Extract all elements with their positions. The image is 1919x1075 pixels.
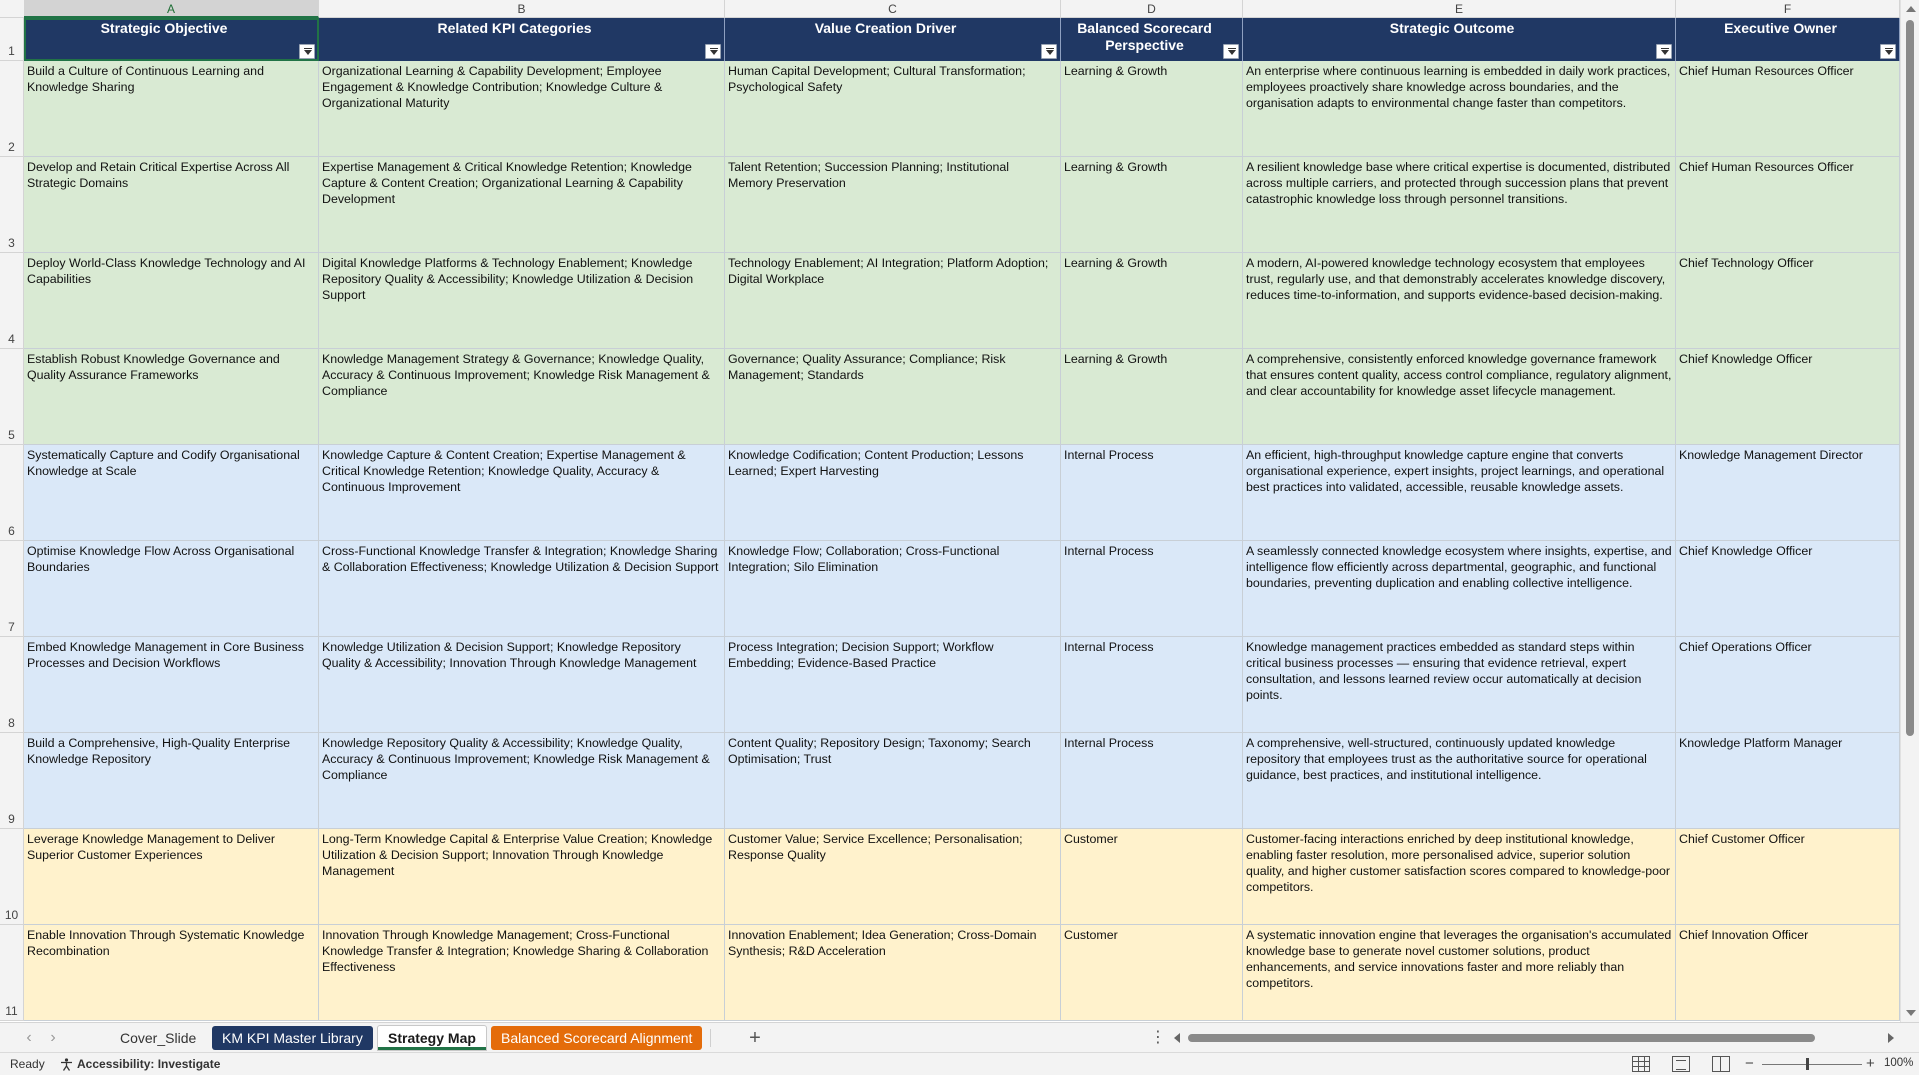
vertical-scrollbar[interactable] [1900, 0, 1919, 1022]
normal-view-icon[interactable] [1632, 1056, 1650, 1072]
table-cell[interactable]: An enterprise where continuous learning is embedded in daily work practices, employees proactively share knowledge across boundaries, and the organisation adapts to environmental change faster than competitors. [1243, 61, 1676, 157]
table-cell[interactable]: Organizational Learning & Capability Development; Employee Engagement & Knowledge Contribution; Knowledge Culture & Organizational Maturity [319, 61, 725, 157]
table-cell[interactable]: Chief Human Resources Officer [1676, 157, 1900, 253]
table-cell[interactable]: Content Quality; Repository Design; Taxonomy; Search Optimisation; Trust [725, 733, 1061, 829]
sheet-tab[interactable]: Strategy Map [378, 1026, 486, 1050]
row-number[interactable] [0, 253, 24, 349]
table-cell[interactable]: Knowledge Flow; Collaboration; Cross-Functional Integration; Silo Elimination [725, 541, 1061, 637]
scroll-down-arrow-icon[interactable] [1906, 1010, 1916, 1016]
table-cell[interactable]: Human Capital Development; Cultural Transformation; Psychological Safety [725, 61, 1061, 157]
table-cell[interactable]: Learning & Growth [1061, 349, 1243, 445]
accessibility-button[interactable] [60, 1057, 220, 1071]
filter-dropdown-icon[interactable] [299, 44, 315, 59]
more-options-icon[interactable]: ⋮ [1150, 1029, 1166, 1046]
header-cell-d[interactable] [1061, 18, 1243, 61]
table-cell[interactable]: A systematic innovation engine that leverages the organisation's accumulated knowledge base to generate novel customer solutions, product enhancements, and service innovations faster and more reliably than competitors. [1243, 925, 1676, 1021]
filter-dropdown-icon[interactable] [1880, 44, 1896, 59]
table-cell[interactable]: Knowledge Utilization & Decision Support; Knowledge Repository Quality & Accessibility; Innovation Through Knowledge Management [319, 637, 725, 733]
row-number-label: 5 [8, 428, 15, 442]
tab-separator [710, 1029, 711, 1047]
table-cell[interactable]: Chief Knowledge Officer [1676, 541, 1900, 637]
table-cell[interactable]: Knowledge Capture & Content Creation; Expertise Management & Critical Knowledge Retention; Knowledge Quality, Accuracy & Continuous Improvement [319, 445, 725, 541]
zoom-out-button[interactable]: − [1745, 1055, 1754, 1072]
table-cell[interactable]: Knowledge Management Strategy & Governance; Knowledge Quality, Accuracy & Continuous Improvement; Knowledge Risk Management & Compliance [319, 349, 725, 445]
table-cell[interactable]: Internal Process [1061, 445, 1243, 541]
table-cell[interactable]: Establish Robust Knowledge Governance and Quality Assurance Frameworks [24, 349, 319, 445]
table-cell[interactable]: Learning & Growth [1061, 157, 1243, 253]
column-letter-c[interactable]: C [725, 0, 1061, 18]
row-number-label: 8 [8, 716, 15, 730]
filter-dropdown-icon[interactable] [1041, 44, 1057, 59]
table-cell[interactable]: Chief Technology Officer [1676, 253, 1900, 349]
table-cell[interactable]: Deploy World-Class Knowledge Technology and AI Capabilities [24, 253, 319, 349]
table-cell[interactable]: A comprehensive, consistently enforced knowledge governance framework that ensures content quality, access control compliance, regulatory alignment, and clear accountability for knowledge asset lifecycle management. [1243, 349, 1676, 445]
table-cell[interactable]: Knowledge Repository Quality & Accessibility; Knowledge Quality, Accuracy & Continuous Improvement; Knowledge Risk Management & Compliance [319, 733, 725, 829]
row-number-label: 2 [8, 140, 15, 154]
prev-sheet-icon[interactable]: ‹ [26, 1029, 32, 1046]
header-cell-a[interactable] [24, 18, 319, 61]
table-cell[interactable]: Innovation Enablement; Idea Generation; Cross-Domain Synthesis; R&D Acceleration [725, 925, 1061, 1021]
row-number-label: 11 [5, 1004, 18, 1018]
sheet-tab[interactable]: Cover_Slide [120, 1030, 197, 1046]
scroll-up-arrow-icon[interactable] [1906, 6, 1916, 12]
table-cell[interactable]: Governance; Quality Assurance; Compliance; Risk Management; Standards [725, 349, 1061, 445]
table-cell[interactable]: Innovation Through Knowledge Management; Cross-Functional Knowledge Transfer & Integration; Knowledge Sharing & Collaboration Effectiveness [319, 925, 725, 1021]
header-cell-c[interactable] [725, 18, 1061, 61]
table-cell[interactable]: An efficient, high-throughput knowledge capture engine that converts organisational experience, expert insights, project learnings, and operational best practices into validated, accessible, reusable knowledge assets. [1243, 445, 1676, 541]
header-label: Strategic Outcome [1389, 20, 1515, 36]
zoom-in-button[interactable]: + [1866, 1055, 1875, 1072]
column-letter-a[interactable]: A [24, 0, 319, 18]
sheet-tab-bar [0, 1022, 1919, 1052]
filter-dropdown-icon[interactable] [1223, 44, 1239, 59]
row-number-label: 10 [4, 908, 19, 922]
table-cell[interactable]: Customer [1061, 925, 1243, 1021]
table-cell[interactable]: Enable Innovation Through Systematic Knowledge Recombination [24, 925, 319, 1021]
table-cell[interactable]: A seamlessly connected knowledge ecosystem where insights, expertise, and intelligence flow efficiently across departmental, geographic, and functional boundaries, preventing duplication and enabling collective intelligence. [1243, 541, 1676, 637]
table-cell[interactable]: Build a Comprehensive, High-Quality Enterprise Knowledge Repository [24, 733, 319, 829]
sheet-tab[interactable]: KM KPI Master Library [212, 1026, 373, 1050]
status-ready-text: Ready [10, 1057, 45, 1071]
next-sheet-icon[interactable]: › [50, 1029, 56, 1046]
header-label: Balanced Scorecard Perspective [1077, 20, 1212, 53]
table-cell[interactable]: Chief Innovation Officer [1676, 925, 1900, 1021]
table-cell[interactable]: Customer [1061, 829, 1243, 925]
row-number[interactable] [0, 157, 24, 253]
table-cell[interactable]: Learning & Growth [1061, 61, 1243, 157]
table-cell[interactable]: Chief Human Resources Officer [1676, 61, 1900, 157]
filter-dropdown-icon[interactable] [1656, 44, 1672, 59]
table-cell[interactable]: A modern, AI-powered knowledge technology ecosystem that employees trust, regularly use, and that demonstrably accelerates knowledge discovery, reduces time-to-information, and supports evidence-based decision-making. [1243, 253, 1676, 349]
column-letter-e[interactable]: E [1243, 0, 1676, 18]
table-cell[interactable]: Chief Operations Officer [1676, 637, 1900, 733]
accessibility-label: Accessibility: Investigate [77, 1057, 221, 1071]
table-cell[interactable]: Leverage Knowledge Management to Deliver Superior Customer Experiences [24, 829, 319, 925]
table-cell[interactable]: Digital Knowledge Platforms & Technology Enablement; Knowledge Repository Quality & Accessibility; Knowledge Utilization & Decision Support [319, 253, 725, 349]
worksheet-grid [24, 18, 1900, 1022]
row-number-label: 4 [8, 332, 15, 346]
column-letter-f[interactable]: F [1676, 0, 1900, 18]
row-number-label: 7 [8, 620, 15, 634]
row-number[interactable] [0, 733, 24, 829]
add-sheet-button[interactable]: + [749, 1027, 761, 1049]
zoom-slider[interactable] [1762, 1064, 1862, 1065]
header-label: Related KPI Categories [437, 20, 592, 36]
row-number[interactable] [0, 829, 24, 925]
row-number[interactable] [0, 541, 24, 637]
table-cell[interactable]: Internal Process [1061, 733, 1243, 829]
table-cell[interactable]: Develop and Retain Critical Expertise Across All Strategic Domains [24, 157, 319, 253]
accessibility-icon [60, 1058, 73, 1071]
table-cell[interactable]: Process Integration; Decision Support; Workflow Embedding; Evidence-Based Practice [725, 637, 1061, 733]
filter-dropdown-icon[interactable] [705, 44, 721, 59]
header-cell-e[interactable] [1243, 18, 1676, 61]
row-number[interactable] [0, 349, 24, 445]
scroll-left-arrow-icon[interactable] [1174, 1033, 1180, 1043]
horizontal-scrollbar[interactable] [1172, 1031, 1896, 1045]
scroll-right-arrow-icon[interactable] [1888, 1033, 1894, 1043]
sheet-tab[interactable]: Balanced Scorecard Alignment [491, 1026, 702, 1050]
column-letter-bar [0, 0, 1900, 18]
table-cell[interactable]: Cross-Functional Knowledge Transfer & Integration; Knowledge Sharing & Collaboration Effectiveness; Knowledge Utilization & Decision Support [319, 541, 725, 637]
table-cell[interactable]: Knowledge management practices embedded as standard steps within critical business processes — ensuring that evidence retrieval, expert consultation, and lessons learned review occur automatically at decision points. [1243, 637, 1676, 733]
row-number-label: 6 [8, 524, 15, 538]
page-break-preview-icon[interactable] [1712, 1056, 1730, 1072]
header-cell-b[interactable] [319, 18, 725, 61]
table-cell[interactable]: Customer-facing interactions enriched by deep institutional knowledge, enabling faster resolution, more personalised advice, superior solution quality, and higher customer satisfaction scores compared to knowledge-poor competitors. [1243, 829, 1676, 925]
page-layout-view-icon[interactable] [1672, 1056, 1690, 1072]
vertical-scroll-thumb[interactable] [1906, 20, 1914, 736]
header-label: Value Creation Driver [814, 20, 957, 36]
status-bar [0, 1052, 1919, 1075]
table-cell[interactable]: Chief Customer Officer [1676, 829, 1900, 925]
table-cell[interactable]: Knowledge Management Director [1676, 445, 1900, 541]
header-label: Strategic Objective [100, 20, 228, 36]
zoom-level[interactable]: 100% [1884, 1057, 1914, 1069]
table-cell[interactable]: Knowledge Codification; Content Production; Lessons Learned; Expert Harvesting [725, 445, 1061, 541]
table-cell[interactable]: Embed Knowledge Management in Core Business Processes and Decision Workflows [24, 637, 319, 733]
column-letter-b[interactable]: B [319, 0, 725, 18]
table-cell[interactable]: Long-Term Knowledge Capital & Enterprise Value Creation; Knowledge Utilization & Decision Support; Innovation Through Knowledge Management [319, 829, 725, 925]
table-cell[interactable]: Build a Culture of Continuous Learning and Knowledge Sharing [24, 61, 319, 157]
table-cell[interactable]: Chief Knowledge Officer [1676, 349, 1900, 445]
zoom-slider-thumb[interactable] [1806, 1058, 1809, 1070]
table-cell[interactable]: Knowledge Platform Manager [1676, 733, 1900, 829]
table-cell[interactable]: A comprehensive, well-structured, continuously updated knowledge repository that employees trust as the authoritative source for operational guidance, best practices, and institutional intelligence. [1243, 733, 1676, 829]
column-letter-d[interactable]: D [1061, 0, 1243, 18]
table-cell[interactable]: Technology Enablement; AI Integration; Platform Adoption; Digital Workplace [725, 253, 1061, 349]
horizontal-scroll-thumb[interactable] [1188, 1034, 1815, 1042]
table-cell[interactable]: Customer Value; Service Excellence; Personalisation; Response Quality [725, 829, 1061, 925]
row-number[interactable] [0, 18, 24, 61]
row-number-label: 9 [8, 812, 15, 826]
row-number-label: 1 [8, 44, 15, 58]
table-cell[interactable]: Optimise Knowledge Flow Across Organisational Boundaries [24, 541, 319, 637]
table-cell[interactable]: Talent Retention; Succession Planning; Institutional Memory Preservation [725, 157, 1061, 253]
table-cell[interactable]: Learning & Growth [1061, 253, 1243, 349]
table-cell[interactable]: Systematically Capture and Codify Organisational Knowledge at Scale [24, 445, 319, 541]
row-number[interactable] [0, 61, 24, 157]
row-number-label: 3 [8, 236, 15, 250]
row-number[interactable] [0, 637, 24, 733]
header-label: Executive Owner [1724, 20, 1837, 36]
table-cell[interactable]: A resilient knowledge base where critical expertise is documented, distributed across multiple carriers, and protected through succession plans that prevent catastrophic knowledge loss through personnel transitions. [1243, 157, 1676, 253]
table-cell[interactable]: Internal Process [1061, 541, 1243, 637]
table-cell[interactable]: Expertise Management & Critical Knowledge Retention; Knowledge Capture & Content Creation; Organizational Learning & Capability Development [319, 157, 725, 253]
table-cell[interactable]: Internal Process [1061, 637, 1243, 733]
header-cell-f[interactable] [1676, 18, 1900, 61]
row-number[interactable] [0, 925, 24, 1021]
row-number[interactable] [0, 445, 24, 541]
